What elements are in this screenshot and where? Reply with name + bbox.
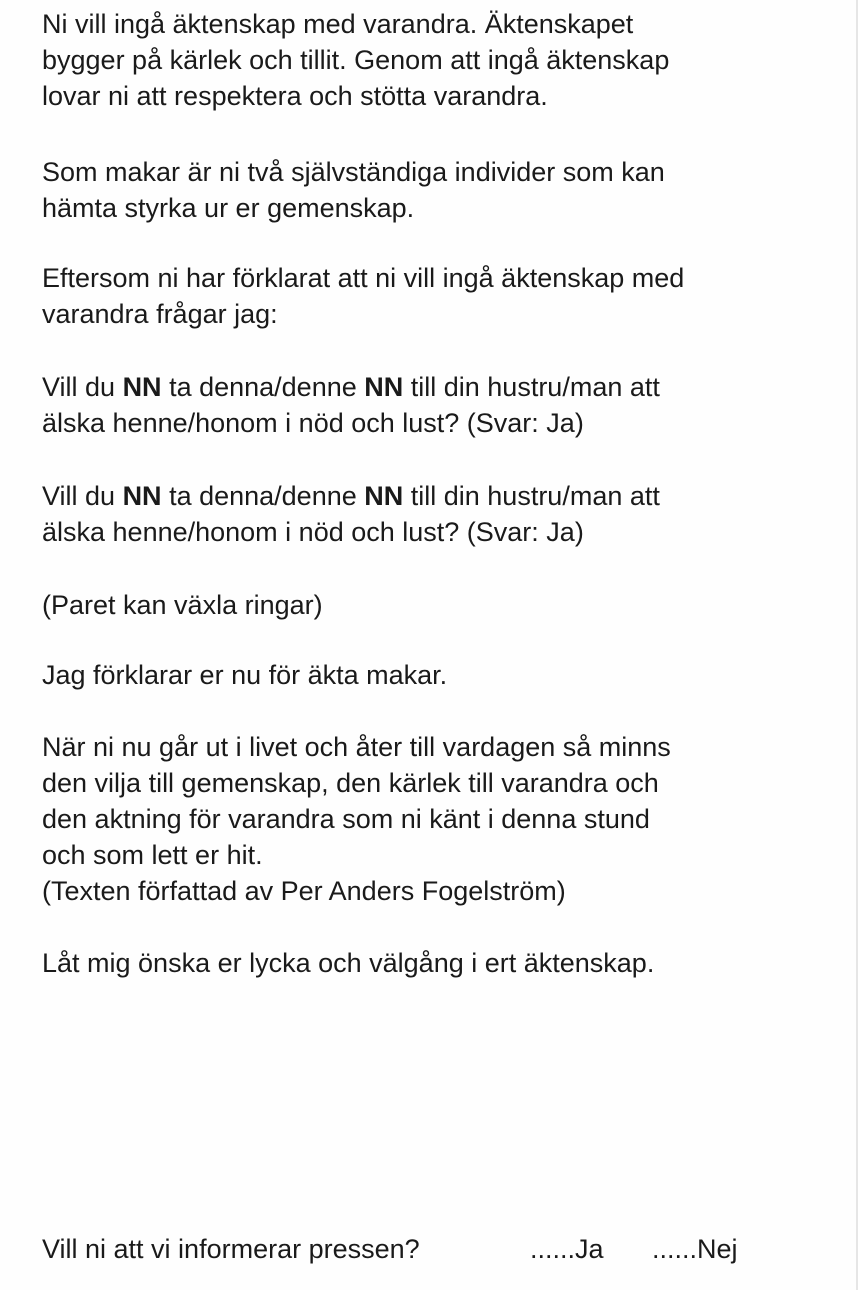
paragraph-intro	[42, 6, 832, 114]
nn-placeholder: NN	[122, 372, 162, 402]
nn-placeholder: NN	[364, 481, 404, 511]
closing-line-4: och som lett er hit.	[42, 840, 263, 870]
closing-line-3: den aktning för varandra som ni känt i denna stund	[42, 804, 650, 834]
press-question: Vill ni att vi informerar pressen?	[42, 1234, 420, 1264]
vow-question-2-line-1: Vill du NN ta denna/denne NN till din hustru/man att	[42, 481, 660, 511]
vow-question-1-line-1: Vill du NN ta denna/denne NN till din hustru/man att	[42, 372, 660, 402]
intro-line-3: lovar ni att respektera och stötta varandra.	[42, 81, 548, 111]
press-no-option[interactable]: ......Nej	[652, 1234, 738, 1264]
paragraph-spouses	[42, 154, 832, 226]
spouses-line-2: hämta styrka ur er gemenskap.	[42, 193, 415, 223]
intro-line-2: bygger på kärlek och tillit. Genom att ingå äktenskap	[42, 45, 670, 75]
closing-line-2: den vilja till gemenskap, den kärlek till varandra och	[42, 768, 659, 798]
rings-note: (Paret kan växla ringar)	[42, 590, 323, 620]
vow-question-2-line-2: älska henne/honom i nöd och lust? (Svar: Ja)	[42, 517, 584, 547]
closing-line-1: När ni nu går ut i livet och åter till vardagen så minns	[42, 732, 671, 762]
wish: Låt mig önska er lycka och välgång i ert äktenskap.	[42, 948, 655, 978]
paragraph-closing	[42, 729, 832, 909]
spouses-line-1: Som makar är ni två självständiga individer som kan	[42, 157, 665, 187]
nn-placeholder: NN	[122, 481, 162, 511]
paragraph-question-intro	[42, 260, 832, 332]
nn-placeholder: NN	[364, 372, 404, 402]
vow-question-2	[42, 478, 832, 550]
attribution: (Texten författad av Per Anders Fogelström)	[42, 876, 566, 906]
intro-line-1: Ni vill ingå äktenskap med varandra. Äktenskapet	[42, 9, 634, 39]
vow-question-1-line-2: älska henne/honom i nöd och lust? (Svar: Ja)	[42, 408, 584, 438]
declaration: Jag förklarar er nu för äkta makar.	[42, 660, 448, 690]
question-intro-line-2: varandra frågar jag:	[42, 299, 278, 329]
press-yes-option[interactable]: ......Ja	[530, 1234, 604, 1264]
vow-question-1	[42, 369, 832, 441]
question-intro-line-1: Eftersom ni har förklarat att ni vill ingå äktenskap med	[42, 263, 685, 293]
